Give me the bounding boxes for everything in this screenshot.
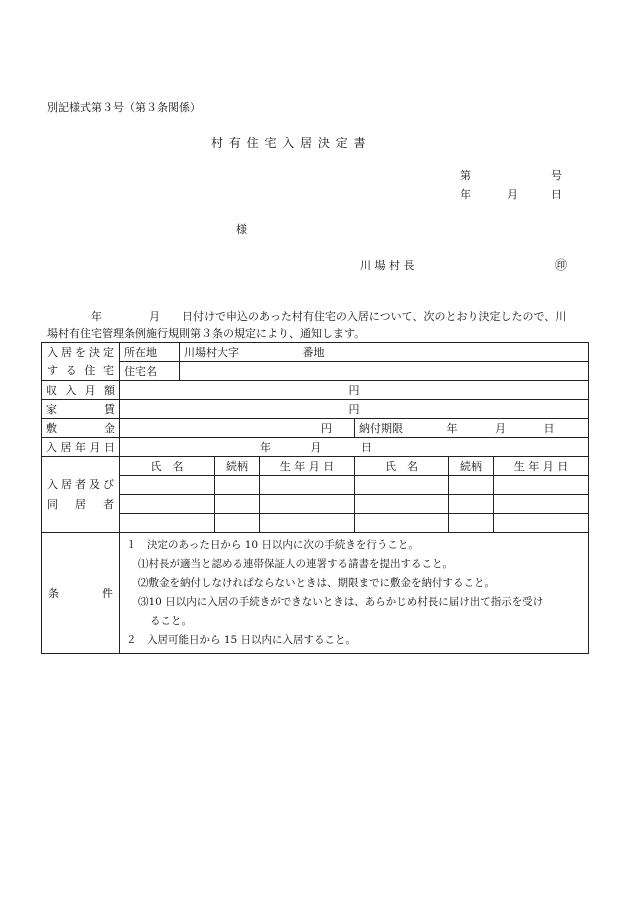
- col-relation-header-2: 続柄: [449, 457, 494, 476]
- conditions-cell: [120, 533, 589, 654]
- occupant-relation-cell: [215, 476, 260, 495]
- doc-number-prefix: 第: [460, 169, 471, 182]
- income-label: 収入月額: [42, 381, 120, 400]
- occupant-name-cell: [120, 495, 215, 514]
- condition-subitem: ⑴村長が適当と認める連帯保証人の連署する請書を提出すること。: [138, 558, 453, 570]
- condition-subitem: ⑶10 日以内に入居の手続きができないときは、あらかじめ村長に届け出て指示を受け: [138, 596, 544, 608]
- location-value-cell: [180, 343, 589, 362]
- condition-subitem: ⑵敷金を納付しなければならないときは、期限までに敷金を納付すること。: [138, 577, 495, 589]
- rent-label: 家賃: [42, 400, 120, 419]
- occupant-relation-cell: [449, 476, 494, 495]
- occupant-row: [42, 476, 589, 495]
- document-title: 村 有 住 宅 入 居 決 定 書: [211, 136, 367, 150]
- occupants-label-line-1: 入居者及び: [47, 477, 114, 491]
- deadline-cell: [355, 419, 589, 438]
- occupants-label-line-2: 同居者: [47, 497, 114, 511]
- form-number: 別記様式第３号（第３条関係）: [47, 101, 201, 114]
- house-name-label: 住宅名: [120, 362, 180, 381]
- conditions-label-cell: [42, 533, 120, 654]
- occupant-birth-cell: [494, 514, 589, 533]
- move-in-month: 月: [310, 441, 322, 454]
- doc-number-suffix: 号: [551, 169, 562, 182]
- intro-line-2: 場村有住宅管理条例施行規則第３条の規定により、通知します。: [47, 327, 366, 340]
- intro-month: 月: [149, 310, 160, 323]
- move-in-label: 入居年月日: [42, 438, 120, 457]
- condition-subitem-continuation: ること。: [150, 615, 192, 627]
- condition-item: ２ 入居可能日から 15 日以内に入居すること。: [126, 634, 357, 646]
- occupant-name-cell: [355, 514, 449, 533]
- intro-line-1: 日付けで申込のあった村有住宅の入居について、次のとおり決定したので、川: [182, 310, 567, 323]
- addressee-suffix: 様: [236, 223, 247, 236]
- decision-table: [41, 342, 589, 654]
- occupant-relation-cell: [215, 514, 260, 533]
- col-name-header-2: 氏 名: [355, 457, 449, 476]
- issue-date-year: 年: [460, 188, 471, 201]
- deadline-month: 月: [495, 422, 506, 435]
- occupant-birth-cell: [494, 495, 589, 514]
- income-unit: 円: [120, 381, 589, 400]
- issue-date-month: 月: [507, 188, 518, 201]
- condition-item: １ 決定のあった日から 10 日以内に次の手続きを行うこと。: [126, 539, 419, 551]
- col-relation-header-1: 続柄: [215, 457, 260, 476]
- move-in-day: 日: [361, 441, 372, 454]
- occupant-birth-cell: [260, 514, 355, 533]
- seal-mark: ㊞: [555, 258, 568, 272]
- occupant-name-cell: [120, 476, 215, 495]
- occupant-relation-cell: [215, 495, 260, 514]
- issuer-name: 川 場 村 長: [360, 259, 415, 272]
- house-label-cell: [42, 343, 120, 381]
- house-name-value: [180, 362, 589, 381]
- issue-date-day: 日: [551, 188, 562, 201]
- occupant-relation-cell: [449, 514, 494, 533]
- deadline-label: 納付期限: [359, 422, 403, 435]
- move-in-date-cell: [120, 438, 589, 457]
- occupants-label-cell: [42, 457, 120, 533]
- move-in-year: 年: [260, 441, 271, 454]
- occupant-name-cell: [355, 495, 449, 514]
- occupant-birth-cell: [494, 476, 589, 495]
- location-label: 所在地: [120, 343, 180, 362]
- col-birth-header-2: 生 年 月 日: [494, 457, 589, 476]
- location-value: 川場村大字: [184, 346, 239, 359]
- occupant-name-cell: [355, 476, 449, 495]
- col-name-header-1: 氏 名: [120, 457, 215, 476]
- occupant-name-cell: [120, 514, 215, 533]
- occupant-row: [42, 514, 589, 533]
- col-birth-header-1: 生 年 月 日: [260, 457, 355, 476]
- intro-year: 年: [91, 310, 102, 323]
- house-label-line-2: する住宅: [47, 363, 114, 377]
- occupant-birth-cell: [260, 495, 355, 514]
- house-label-line-1: 入居を決定: [47, 345, 114, 359]
- occupant-relation-cell: [449, 495, 494, 514]
- location-suffix: 番地: [302, 346, 325, 359]
- deposit-unit: 円: [120, 419, 355, 438]
- occupant-row: [42, 495, 589, 514]
- occupant-birth-cell: [260, 476, 355, 495]
- rent-unit: 円: [120, 400, 589, 419]
- deadline-year: 年: [446, 422, 458, 435]
- deadline-day: 日: [543, 422, 555, 435]
- deposit-label: 敷金: [42, 419, 120, 438]
- conditions-label: 条件: [48, 587, 113, 600]
